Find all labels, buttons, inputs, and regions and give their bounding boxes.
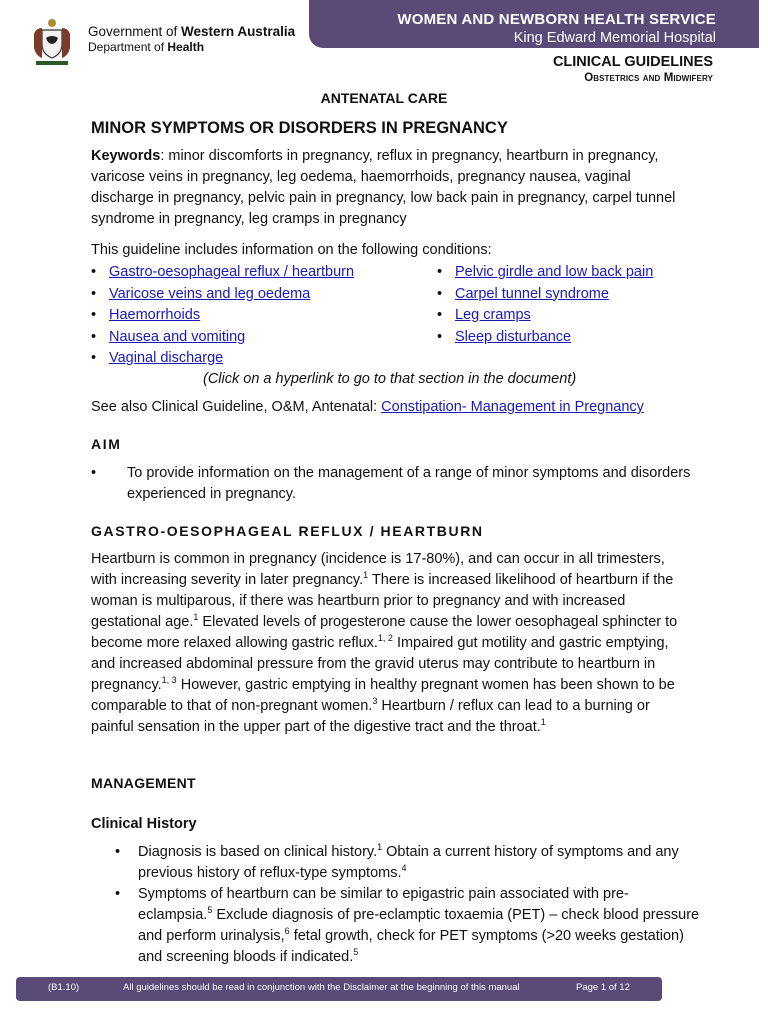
condition-link[interactable]: Varicose veins and leg oedema bbox=[109, 285, 311, 302]
citation: 1, 2 bbox=[377, 633, 393, 643]
keywords-text: : minor discomforts in pregnancy, reflux in pregnancy, heartburn in pregnancy, varicose veins in pregnancy, leg oedema, haemorrhoids, pregnancy nausea, vaginal discharge in pregnancy, pelvic pain in pregnancy, low back pain in pregnancy, carpel tunnel syndrome in pregnancy, leg cramps in pregnancy bbox=[91, 148, 676, 227]
conditions-intro: This guideline includes information on the following conditions: bbox=[91, 242, 492, 258]
list-item bbox=[437, 262, 653, 284]
citation: 1 bbox=[363, 570, 369, 580]
service-banner bbox=[309, 0, 759, 48]
list-item: • Diagnosis is based on clinical history.$^1$ Obtain a current history of symptoms and any previous history of reflux-type symptoms.$^4$ bbox=[115, 842, 700, 884]
clinical-guidelines-title: CLINICAL GUIDELINES bbox=[552, 54, 713, 70]
clinical-history-heading: Clinical History bbox=[91, 816, 197, 832]
aim-heading: AIM bbox=[91, 436, 122, 452]
aim-text: • To provide information on the management of a range of minor symptoms and disorders experienced in pregnancy. bbox=[91, 463, 727, 505]
coat-of-arms-icon bbox=[26, 16, 78, 68]
constipation-guideline-link[interactable]: Constipation- Management in Pregnancy bbox=[381, 399, 644, 415]
government-logo bbox=[24, 14, 314, 72]
citation: 1 bbox=[540, 717, 546, 727]
list-item bbox=[91, 262, 354, 284]
condition-link[interactable]: Leg cramps bbox=[455, 307, 531, 323]
clinical-history-list bbox=[115, 842, 700, 968]
clinical-subject: Obstetrics and Midwifery bbox=[584, 72, 713, 84]
section-title: ANTENATAL CARE bbox=[320, 90, 448, 106]
condition-link[interactable]: Haemorrhoids bbox=[109, 307, 201, 323]
government-name: Government of Western Australia bbox=[88, 24, 296, 39]
hyperlink-note: (Click on a hyperlink to go to that section in the document) bbox=[203, 371, 577, 387]
condition-link[interactable]: Sleep disturbance bbox=[455, 328, 572, 345]
management-heading: MANAGEMENT bbox=[91, 775, 196, 791]
citation: 4 bbox=[401, 863, 407, 873]
conditions-list-left bbox=[91, 262, 354, 370]
citation: 1 bbox=[377, 842, 383, 852]
condition-link[interactable]: Vaginal discharge bbox=[109, 350, 224, 366]
condition-link[interactable]: Gastro-oesophageal reflux / heartburn bbox=[109, 264, 355, 280]
list-item bbox=[91, 327, 354, 349]
citation: 1 bbox=[193, 612, 199, 622]
hospital-name: King Edward Memorial Hospital bbox=[513, 30, 716, 46]
list-item bbox=[91, 348, 354, 370]
document-code: (B1.10) bbox=[48, 982, 80, 993]
page-footer bbox=[16, 977, 662, 1001]
citation: 5 bbox=[353, 947, 359, 957]
document-title: MINOR SYMPTOMS OR DISORDERS IN PREGNANCY bbox=[91, 119, 508, 137]
list-item bbox=[91, 305, 354, 327]
disclaimer-note: All guidelines should be read in conjunction with the Disclaimer at the beginning of this manual bbox=[123, 982, 520, 993]
citation: 1, 3 bbox=[161, 675, 177, 685]
department-name: Department of Health bbox=[88, 40, 205, 54]
list-item bbox=[91, 284, 354, 306]
citation: 3 bbox=[372, 696, 378, 706]
service-name: WOMEN AND NEWBORN HEALTH SERVICE bbox=[397, 11, 716, 28]
citation: 5 bbox=[207, 905, 213, 915]
condition-link[interactable]: Nausea and vomiting bbox=[109, 328, 246, 345]
condition-link[interactable]: Carpel tunnel syndrome bbox=[455, 285, 609, 302]
list-item bbox=[437, 305, 653, 327]
condition-link[interactable]: Pelvic girdle and low back pain bbox=[455, 264, 654, 280]
keywords-paragraph bbox=[91, 146, 681, 230]
page-number: Page 1 of 12 bbox=[576, 982, 630, 993]
list-item bbox=[437, 284, 653, 306]
list-item bbox=[437, 327, 653, 349]
keywords-label: Keywords bbox=[91, 148, 161, 164]
see-also: See also Clinical Guideline, O&M, Antenatal: Constipation- Management in Pregnancy bbox=[91, 399, 644, 415]
citation: 6 bbox=[284, 926, 290, 936]
list-item: • Symptoms of heartburn can be similar to epigastric pain associated with pre-eclampsia.$^5$ Exclude diagnosis of pre-eclamptic toxaemia (PET) – check blood pressure and perform urinalysis,$^6$ fetal growth, check for PET symptoms (>20 weeks gestation) and screening bloods if indicated.$^5$ bbox=[115, 884, 700, 968]
gerd-heading: GASTRO-OESOPHAGEAL REFLUX / HEARTBURN bbox=[91, 523, 484, 539]
conditions-list-right bbox=[437, 262, 653, 348]
gerd-paragraph: Heartburn is common in pregnancy (incidence is 17-80%), and can occur in all trimesters, with increasing severity in later pregnancy.$^1$ There is increased likelihood of heartburn if the woman is multiparous, if there was heartburn prior to pregnancy and with increased gestational age.$^1$ Elevated levels of progesterone cause the lower oesophageal sphincter to become more relaxed allowing gastric reflux.$^{1, 2}$ Impaired gut motility and gastric emptying, and increased abdominal pressure from the gravid uterus may contribute to heartburn in pregnancy.$^{1, 3}$ However, gastric emptying in healthy pregnant women has been shown to be comparable to that of non-pregnant women.$^3$ Heartburn / reflux can lead to a burning or painful sensation in the upper part of the digestive tract and the throat.$^1$ bbox=[91, 551, 678, 735]
